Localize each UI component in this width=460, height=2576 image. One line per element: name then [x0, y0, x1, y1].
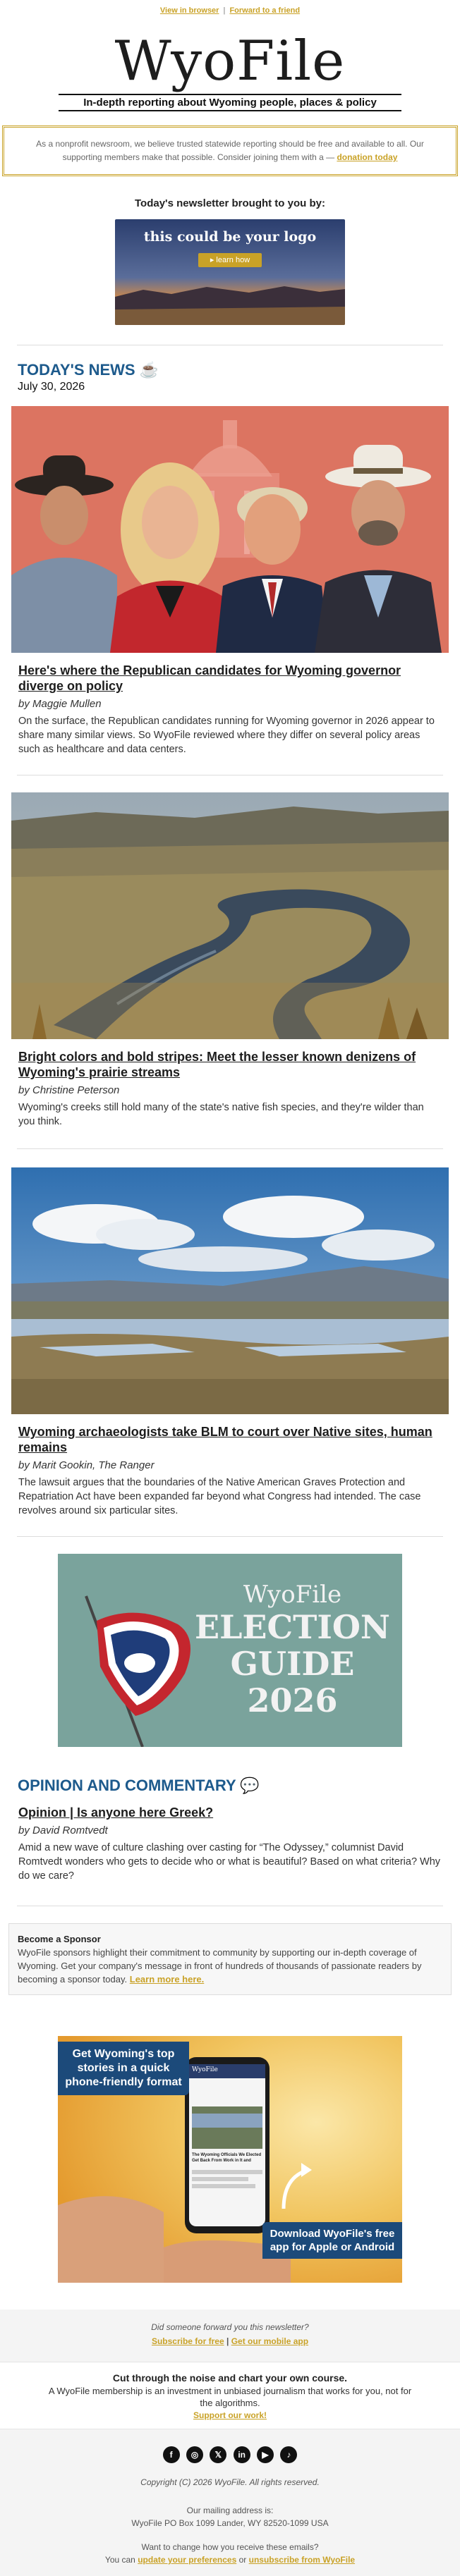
- tagline: In-depth reporting about Wyoming people, places & policy: [59, 94, 401, 111]
- become-sponsor-text: WyoFile sponsors highlight their commitment to community by supporting our in-depth coverage of Wyoming. Get your company's message in front of hundreds of thousands of passionate readers by becoming a sponsor today.: [18, 1947, 422, 1985]
- wyofile-logo[interactable]: WyoFile: [114, 30, 346, 93]
- app-promo-banner[interactable]: [58, 2036, 402, 2283]
- become-sponsor-title: Become a Sponsor: [18, 1934, 101, 1944]
- or-text: or: [238, 2555, 247, 2565]
- prairie-stream-photo: [11, 792, 449, 1039]
- footer: [0, 2310, 460, 2576]
- story-summary: Wyoming's creeks still hold many of the state's native fish species, and they're wilder than you think.: [18, 1102, 424, 1127]
- phone-headline: The Wyoming Officials We Elected Get Back From Work in It and: [192, 2153, 262, 2163]
- wetland-photo: [11, 1167, 449, 1414]
- story-card: [0, 792, 460, 1129]
- learn-more-link[interactable]: Learn more here.: [129, 1974, 205, 1985]
- story-title[interactable]: Wyoming archaeologists take BLM to court over Native sites, human remains: [18, 1425, 432, 1454]
- ad-learn-button[interactable]: ▸ learn how: [198, 253, 262, 267]
- unsubscribe-link[interactable]: unsubscribe from WyoFile: [248, 2555, 356, 2565]
- facebook-icon[interactable]: f: [163, 2446, 180, 2463]
- support-link[interactable]: Support our work!: [193, 2410, 267, 2420]
- story-summary: On the surface, the Republican candidates running for Wyoming governor in 2026 appear to share many similar views. So WyoFile reviewed where they differ on several policy areas such as healthcare and data centers.: [18, 716, 435, 755]
- story-card: [0, 1167, 460, 1518]
- election-guide-brand: WyoFile: [243, 1581, 342, 1609]
- opinion-card: [0, 1805, 460, 1883]
- election-guide-year: 2026: [247, 1681, 338, 1719]
- election-guide-banner[interactable]: [58, 1554, 402, 1747]
- you-can-text: You can: [104, 2555, 135, 2565]
- notice-text: As a nonprofit newsroom, we believe trusted statewide reporting should be free and available to all. Our supporting members make that possible. Consider joining them with a —: [36, 139, 424, 162]
- sponsor-ad-banner[interactable]: [115, 219, 345, 325]
- opinion-byline: by David Romtvedt: [18, 1824, 108, 1836]
- phone-logo: WyoFile: [192, 2066, 218, 2073]
- app-promo-top-text: Get Wyoming's top stories in a quick phone-friendly format: [58, 2042, 189, 2095]
- membership-box: [0, 2362, 460, 2429]
- mobile-app-link[interactable]: Get our mobile app: [231, 2336, 309, 2346]
- linkedin-icon[interactable]: in: [234, 2446, 250, 2463]
- view-in-browser-link[interactable]: View in browser: [159, 6, 219, 15]
- footer-separator: |: [226, 2336, 229, 2346]
- election-guide-line3: GUIDE: [230, 1645, 355, 1683]
- story-image-wetland[interactable]: [11, 1167, 449, 1414]
- donation-link[interactable]: donation today: [337, 152, 398, 162]
- ad-text: this could be your logo: [143, 229, 317, 245]
- opinion-heading: OPINION AND COMMENTARY 💬: [18, 1777, 260, 1794]
- subscribe-link[interactable]: Subscribe for free: [151, 2336, 224, 2346]
- story-image-stream[interactable]: [11, 792, 449, 1039]
- app-promo-bottom-text: Download WyoFile's free app for Apple or Android: [262, 2222, 402, 2259]
- become-sponsor-box: [8, 1923, 452, 1995]
- story-byline: by Marit Gookin, The Ranger: [18, 1459, 155, 1471]
- newsletter-date: July 30, 2026: [18, 381, 85, 393]
- tiktok-icon[interactable]: ♪: [280, 2446, 297, 2463]
- top-links-separator: |: [223, 6, 226, 15]
- todays-news-heading: TODAY'S NEWS ☕: [18, 361, 159, 379]
- story-byline: by Maggie Mullen: [18, 698, 102, 710]
- masthead: [0, 32, 460, 111]
- story-byline: by Christine Peterson: [18, 1084, 120, 1096]
- youtube-icon[interactable]: ▶: [257, 2446, 274, 2463]
- story-card: [0, 406, 460, 756]
- story-title[interactable]: Bright colors and bold stripes: Meet the lesser known denizens of Wyoming's prairie streams: [18, 1050, 416, 1079]
- opinion-summary: Amid a new wave of culture clashing over casting for “The Odyssey,” columnist David Romtvedt wonders who gets to decide who or what is beautiful? Based on what criteria? Why do we care?: [18, 1842, 441, 1882]
- mailing-label: Our mailing address is:: [186, 2506, 274, 2515]
- membership-title: Cut through the noise and chart your own course.: [112, 2372, 348, 2384]
- update-preferences-link[interactable]: update your preferences: [138, 2555, 237, 2565]
- forward-question: Did someone forward you this newsletter?: [151, 2322, 309, 2332]
- forward-link[interactable]: Forward to a friend: [229, 6, 301, 15]
- opinion-title[interactable]: Opinion | Is anyone here Greek?: [18, 1805, 214, 1820]
- election-guide-line2: ELECTION: [195, 1608, 390, 1646]
- social-icons: [0, 2446, 460, 2463]
- story-image-candidates[interactable]: [11, 406, 449, 653]
- x-icon[interactable]: 𝕏: [210, 2446, 226, 2463]
- sponsor-heading: Today's newsletter brought to you by:: [135, 197, 325, 209]
- change-prefs-text: Want to change how you receive these emails?: [141, 2542, 319, 2552]
- copyright: Copyright (C) 2026 WyoFile. All rights reserved.: [140, 2477, 320, 2487]
- mailing-address: WyoFile PO Box 1099 Lander, WY 82520-1099 USA: [131, 2518, 329, 2528]
- donation-notice: [2, 125, 458, 176]
- membership-text: A WyoFile membership is an investment in unbiased journalism that works for you, not for the algorithms.: [48, 2386, 412, 2408]
- story-title[interactable]: Here's where the Republican candidates for Wyoming governor diverge on policy: [18, 663, 401, 693]
- instagram-icon[interactable]: ◎: [186, 2446, 203, 2463]
- top-links: [0, 0, 460, 19]
- candidates-photo: [11, 406, 449, 653]
- story-summary: The lawsuit argues that the boundaries of the Native American Graves Protection and Repatriation Act have been expanded far beyond what Congress had intended. The case revolves around six particular sites.: [18, 1477, 421, 1516]
